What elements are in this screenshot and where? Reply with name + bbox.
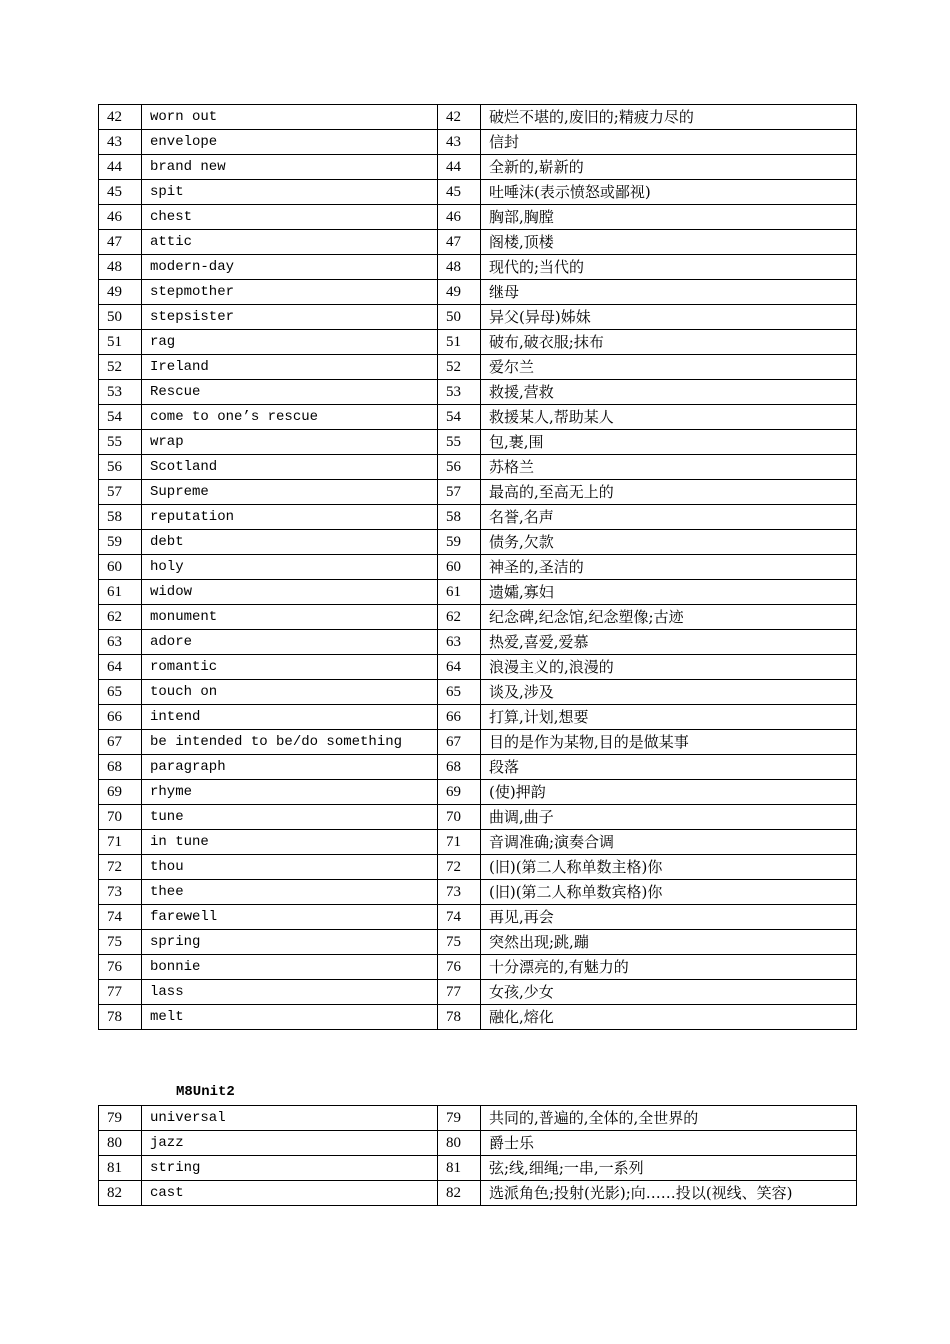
chinese-definition: 选派角色;投射(光影);向……投以(视线、笑容) — [481, 1181, 857, 1206]
definition-number: 68 — [438, 755, 481, 780]
word-number: 53 — [99, 380, 142, 405]
english-word: adore — [142, 630, 438, 655]
table-row — [99, 1005, 857, 1030]
english-word: spring — [142, 930, 438, 955]
english-word: chest — [142, 205, 438, 230]
table-row — [99, 280, 857, 305]
word-number: 51 — [99, 330, 142, 355]
unit2-vocabulary-table — [98, 1105, 857, 1206]
table-row — [99, 480, 857, 505]
english-word: modern-day — [142, 255, 438, 280]
table-row — [99, 305, 857, 330]
word-number: 65 — [99, 680, 142, 705]
vocabulary-table-body — [99, 105, 857, 1030]
english-word: stepsister — [142, 305, 438, 330]
definition-number: 48 — [438, 255, 481, 280]
word-number: 54 — [99, 405, 142, 430]
chinese-definition: 弦;线,细绳;一串,一系列 — [481, 1156, 857, 1181]
word-number: 81 — [99, 1156, 142, 1181]
definition-number: 67 — [438, 730, 481, 755]
english-word: Supreme — [142, 480, 438, 505]
chinese-definition: 纪念碑,纪念馆,纪念塑像;古迹 — [481, 605, 857, 630]
table-row — [99, 880, 857, 905]
chinese-definition: 共同的,普遍的,全体的,全世界的 — [481, 1106, 857, 1131]
english-word: universal — [142, 1106, 438, 1131]
chinese-definition: (使)押韵 — [481, 780, 857, 805]
chinese-definition: 融化,熔化 — [481, 1005, 857, 1030]
chinese-definition: 胸部,胸膛 — [481, 205, 857, 230]
definition-number: 45 — [438, 180, 481, 205]
definition-number: 47 — [438, 230, 481, 255]
definition-number: 42 — [438, 105, 481, 130]
definition-number: 65 — [438, 680, 481, 705]
definition-number: 52 — [438, 355, 481, 380]
word-number: 68 — [99, 755, 142, 780]
chinese-definition: 热爱,喜爱,爱慕 — [481, 630, 857, 655]
table-row — [99, 255, 857, 280]
word-number: 64 — [99, 655, 142, 680]
word-number: 76 — [99, 955, 142, 980]
definition-number: 56 — [438, 455, 481, 480]
chinese-definition: (旧)(第二人称单数宾格)你 — [481, 880, 857, 905]
definition-number: 60 — [438, 555, 481, 580]
chinese-definition: 苏格兰 — [481, 455, 857, 480]
word-number: 60 — [99, 555, 142, 580]
word-number: 45 — [99, 180, 142, 205]
word-number: 77 — [99, 980, 142, 1005]
definition-number: 81 — [438, 1156, 481, 1181]
definition-number: 77 — [438, 980, 481, 1005]
table-row — [99, 380, 857, 405]
english-word: come to one’s rescue — [142, 405, 438, 430]
table-row — [99, 805, 857, 830]
english-word: wrap — [142, 430, 438, 455]
chinese-definition: 最高的,至高无上的 — [481, 480, 857, 505]
english-word: rhyme — [142, 780, 438, 805]
english-word: monument — [142, 605, 438, 630]
word-number: 52 — [99, 355, 142, 380]
table-row — [99, 1156, 857, 1181]
english-word: in tune — [142, 830, 438, 855]
word-number: 59 — [99, 530, 142, 555]
definition-number: 70 — [438, 805, 481, 830]
section-title: M8Unit2 — [176, 1084, 235, 1100]
english-word: cast — [142, 1181, 438, 1206]
english-word: melt — [142, 1005, 438, 1030]
table-row — [99, 155, 857, 180]
definition-number: 79 — [438, 1106, 481, 1131]
chinese-definition: 段落 — [481, 755, 857, 780]
definition-number: 55 — [438, 430, 481, 455]
table-row — [99, 955, 857, 980]
definition-number: 73 — [438, 880, 481, 905]
chinese-definition: 现代的;当代的 — [481, 255, 857, 280]
definition-number: 53 — [438, 380, 481, 405]
definition-number: 62 — [438, 605, 481, 630]
table-row — [99, 680, 857, 705]
vocabulary-table — [98, 104, 857, 1030]
word-number: 47 — [99, 230, 142, 255]
word-number: 69 — [99, 780, 142, 805]
english-word: widow — [142, 580, 438, 605]
english-word: Ireland — [142, 355, 438, 380]
word-number: 50 — [99, 305, 142, 330]
table-row — [99, 655, 857, 680]
definition-number: 50 — [438, 305, 481, 330]
chinese-definition: 吐唾沫(表示愤怒或鄙视) — [481, 180, 857, 205]
english-word: brand new — [142, 155, 438, 180]
chinese-definition: 救援某人,帮助某人 — [481, 405, 857, 430]
english-word: envelope — [142, 130, 438, 155]
table-row — [99, 730, 857, 755]
chinese-definition: 谈及,涉及 — [481, 680, 857, 705]
english-word: attic — [142, 230, 438, 255]
unit2-vocabulary-table-body — [99, 1106, 857, 1206]
chinese-definition: 包,裹,围 — [481, 430, 857, 455]
english-word: thee — [142, 880, 438, 905]
word-number: 71 — [99, 830, 142, 855]
chinese-definition: 爵士乐 — [481, 1131, 857, 1156]
definition-number: 58 — [438, 505, 481, 530]
table-row — [99, 105, 857, 130]
word-number: 72 — [99, 855, 142, 880]
word-number: 46 — [99, 205, 142, 230]
chinese-definition: 目的是作为某物,目的是做某事 — [481, 730, 857, 755]
word-number: 44 — [99, 155, 142, 180]
english-word: string — [142, 1156, 438, 1181]
word-number: 80 — [99, 1131, 142, 1156]
word-number: 78 — [99, 1005, 142, 1030]
table-row — [99, 755, 857, 780]
table-row — [99, 855, 857, 880]
chinese-definition: 打算,计划,想要 — [481, 705, 857, 730]
english-word: be intended to be/do something — [142, 730, 438, 755]
chinese-definition: 异父(异母)姊妹 — [481, 305, 857, 330]
table-row — [99, 205, 857, 230]
chinese-definition: 全新的,崭新的 — [481, 155, 857, 180]
chinese-definition: 再见,再会 — [481, 905, 857, 930]
english-word: worn out — [142, 105, 438, 130]
chinese-definition: 名誉,名声 — [481, 505, 857, 530]
table-row — [99, 530, 857, 555]
definition-number: 63 — [438, 630, 481, 655]
table-row — [99, 1181, 857, 1206]
word-number: 74 — [99, 905, 142, 930]
english-word: Scotland — [142, 455, 438, 480]
english-word: intend — [142, 705, 438, 730]
chinese-definition: 十分漂亮的,有魅力的 — [481, 955, 857, 980]
table-row — [99, 905, 857, 930]
table-row — [99, 180, 857, 205]
table-row — [99, 405, 857, 430]
table-row — [99, 355, 857, 380]
english-word: thou — [142, 855, 438, 880]
table-row — [99, 930, 857, 955]
table-row — [99, 780, 857, 805]
definition-number: 44 — [438, 155, 481, 180]
chinese-definition: 破布,破衣服;抹布 — [481, 330, 857, 355]
definition-number: 61 — [438, 580, 481, 605]
definition-number: 57 — [438, 480, 481, 505]
definition-number: 71 — [438, 830, 481, 855]
word-number: 82 — [99, 1181, 142, 1206]
table-row — [99, 705, 857, 730]
chinese-definition: 信封 — [481, 130, 857, 155]
chinese-definition: 继母 — [481, 280, 857, 305]
english-word: debt — [142, 530, 438, 555]
chinese-definition: 音调准确;演奏合调 — [481, 830, 857, 855]
english-word: farewell — [142, 905, 438, 930]
chinese-definition: 神圣的,圣洁的 — [481, 555, 857, 580]
english-word: romantic — [142, 655, 438, 680]
chinese-definition: 女孩,少女 — [481, 980, 857, 1005]
english-word: stepmother — [142, 280, 438, 305]
word-number: 49 — [99, 280, 142, 305]
definition-number: 51 — [438, 330, 481, 355]
english-word: bonnie — [142, 955, 438, 980]
table-row — [99, 580, 857, 605]
definition-number: 54 — [438, 405, 481, 430]
english-word: holy — [142, 555, 438, 580]
table-row — [99, 630, 857, 655]
word-number: 79 — [99, 1106, 142, 1131]
definition-number: 49 — [438, 280, 481, 305]
english-word: jazz — [142, 1131, 438, 1156]
word-number: 56 — [99, 455, 142, 480]
english-word: rag — [142, 330, 438, 355]
word-number: 61 — [99, 580, 142, 605]
word-number: 66 — [99, 705, 142, 730]
definition-number: 64 — [438, 655, 481, 680]
chinese-definition: 破烂不堪的,废旧的;精疲力尽的 — [481, 105, 857, 130]
definition-number: 59 — [438, 530, 481, 555]
english-word: paragraph — [142, 755, 438, 780]
chinese-definition: (旧)(第二人称单数主格)你 — [481, 855, 857, 880]
word-number: 57 — [99, 480, 142, 505]
word-number: 48 — [99, 255, 142, 280]
english-word: spit — [142, 180, 438, 205]
chinese-definition: 突然出现;跳,蹦 — [481, 930, 857, 955]
word-number: 63 — [99, 630, 142, 655]
chinese-definition: 浪漫主义的,浪漫的 — [481, 655, 857, 680]
chinese-definition: 爱尔兰 — [481, 355, 857, 380]
table-row — [99, 1131, 857, 1156]
table-row — [99, 330, 857, 355]
word-number: 58 — [99, 505, 142, 530]
table-row — [99, 830, 857, 855]
table-row — [99, 505, 857, 530]
table-row — [99, 455, 857, 480]
word-number: 43 — [99, 130, 142, 155]
chinese-definition: 债务,欠款 — [481, 530, 857, 555]
english-word: lass — [142, 980, 438, 1005]
definition-number: 80 — [438, 1131, 481, 1156]
definition-number: 74 — [438, 905, 481, 930]
definition-number: 75 — [438, 930, 481, 955]
word-number: 70 — [99, 805, 142, 830]
english-word: touch on — [142, 680, 438, 705]
definition-number: 76 — [438, 955, 481, 980]
chinese-definition: 遗孀,寡妇 — [481, 580, 857, 605]
english-word: tune — [142, 805, 438, 830]
definition-number: 82 — [438, 1181, 481, 1206]
word-number: 55 — [99, 430, 142, 455]
definition-number: 46 — [438, 205, 481, 230]
table-row — [99, 555, 857, 580]
table-row — [99, 430, 857, 455]
word-number: 42 — [99, 105, 142, 130]
table-row — [99, 130, 857, 155]
definition-number: 66 — [438, 705, 481, 730]
chinese-definition: 救援,营救 — [481, 380, 857, 405]
chinese-definition: 阁楼,顶楼 — [481, 230, 857, 255]
word-number: 73 — [99, 880, 142, 905]
definition-number: 72 — [438, 855, 481, 880]
definition-number: 43 — [438, 130, 481, 155]
table-row — [99, 605, 857, 630]
word-number: 62 — [99, 605, 142, 630]
table-row — [99, 230, 857, 255]
definition-number: 78 — [438, 1005, 481, 1030]
word-number: 75 — [99, 930, 142, 955]
definition-number: 69 — [438, 780, 481, 805]
table-row — [99, 1106, 857, 1131]
english-word: Rescue — [142, 380, 438, 405]
english-word: reputation — [142, 505, 438, 530]
word-number: 67 — [99, 730, 142, 755]
table-row — [99, 980, 857, 1005]
chinese-definition: 曲调,曲子 — [481, 805, 857, 830]
